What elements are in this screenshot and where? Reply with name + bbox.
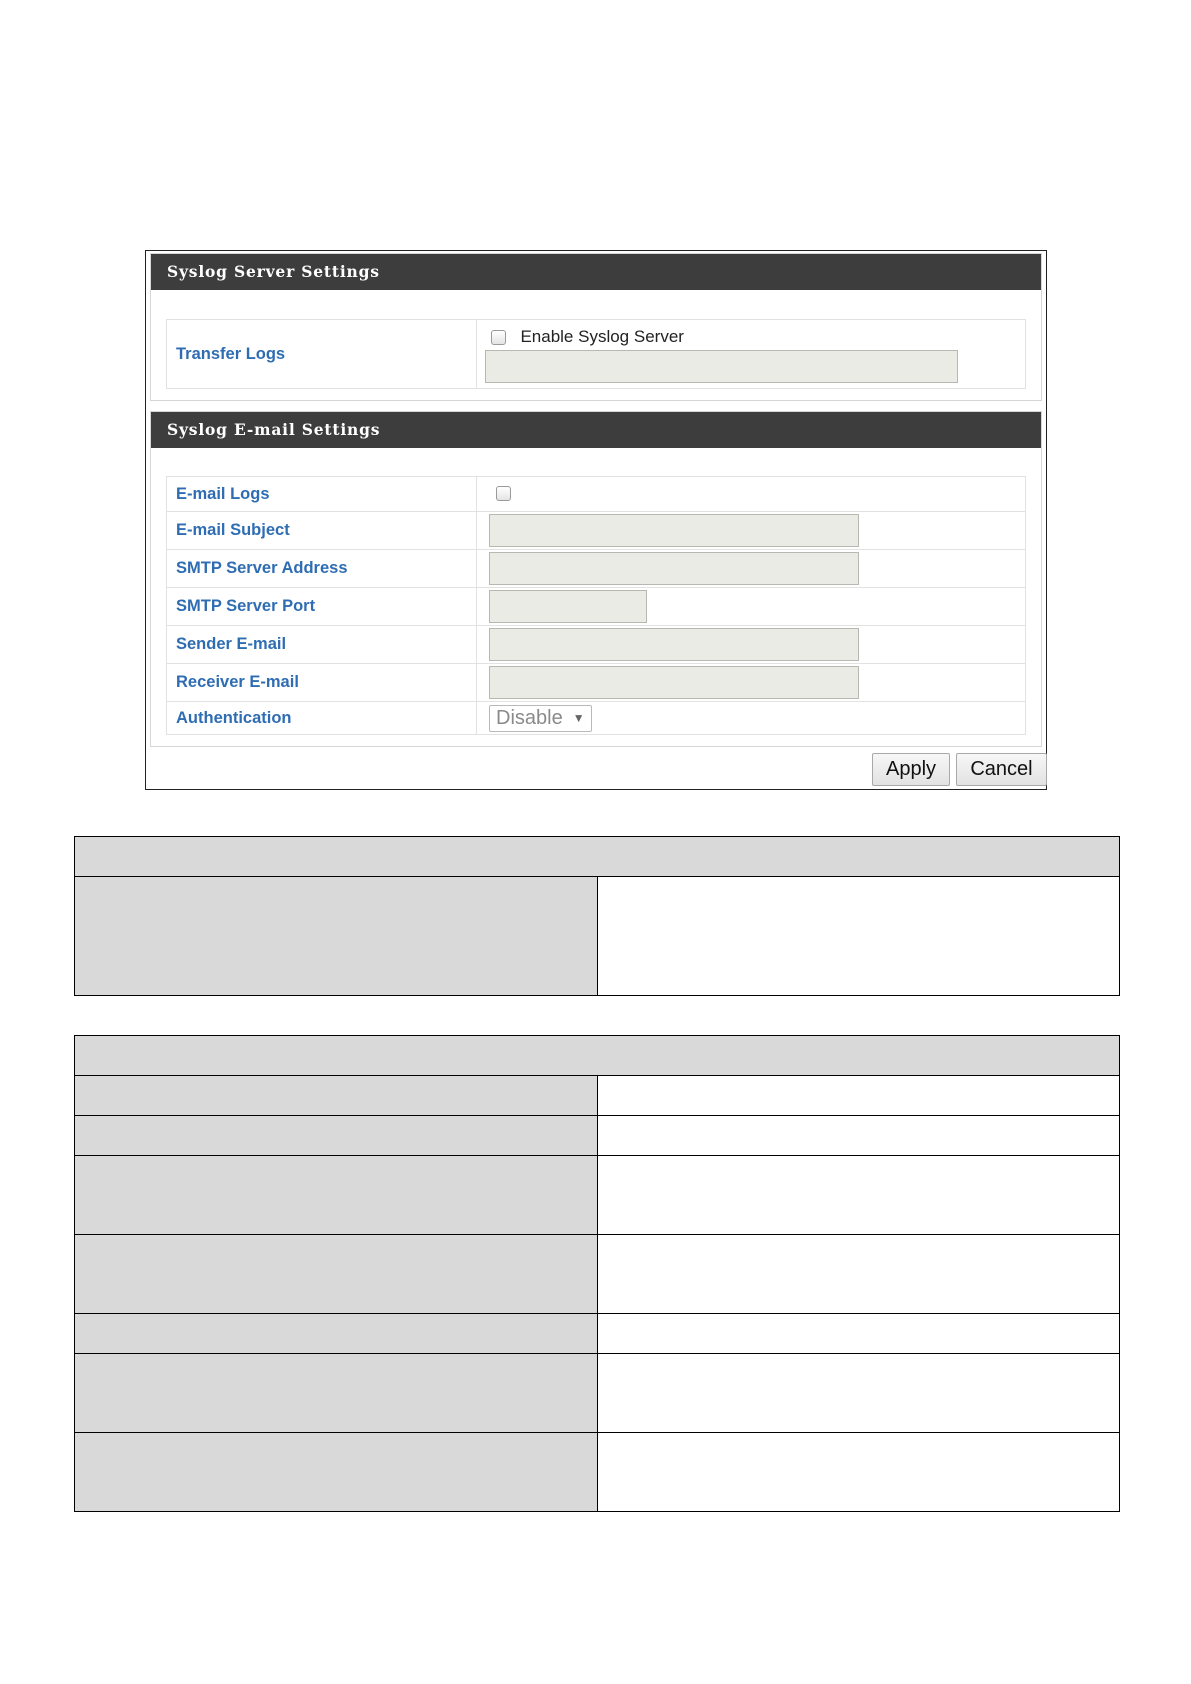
syslog-server-panel bbox=[150, 253, 1042, 401]
email-logs-row bbox=[167, 477, 1026, 512]
cancel-button[interactable]: Cancel bbox=[956, 753, 1047, 786]
smtp-port-label: SMTP Server Port bbox=[167, 588, 477, 626]
enable-syslog-checkbox[interactable] bbox=[491, 330, 506, 345]
sender-email-row bbox=[167, 626, 1026, 664]
apply-button[interactable]: Apply bbox=[872, 753, 950, 786]
syslog-email-table bbox=[166, 476, 1026, 735]
email-logs-checkbox[interactable] bbox=[496, 486, 511, 501]
syslog-email-panel bbox=[150, 411, 1042, 747]
authentication-label: Authentication bbox=[167, 702, 477, 735]
receiver-email-row bbox=[167, 664, 1026, 702]
description-table-1-row bbox=[75, 877, 1120, 996]
smtp-port-input[interactable] bbox=[489, 590, 647, 623]
syslog-server-table bbox=[166, 319, 1026, 389]
smtp-address-input[interactable] bbox=[489, 552, 859, 585]
description-table-2-row bbox=[75, 1433, 1120, 1512]
smtp-address-label: SMTP Server Address bbox=[167, 550, 477, 588]
authentication-row bbox=[167, 702, 1026, 735]
chevron-down-icon: ▼ bbox=[572, 711, 585, 725]
description-table-2-row bbox=[75, 1314, 1120, 1354]
description-table-1 bbox=[74, 836, 1120, 996]
authentication-select[interactable] bbox=[489, 705, 592, 732]
authentication-value: Disable bbox=[496, 706, 563, 729]
description-table-2-row bbox=[75, 1354, 1120, 1433]
sender-email-input[interactable] bbox=[489, 628, 859, 661]
description-table-1-header bbox=[75, 837, 1120, 877]
description-table-2 bbox=[74, 1035, 1120, 1512]
syslog-server-input[interactable] bbox=[485, 350, 958, 383]
receiver-email-input[interactable] bbox=[489, 666, 859, 699]
syslog-email-header: Syslog E-mail Settings bbox=[151, 412, 1041, 448]
transfer-logs-label: Transfer Logs bbox=[167, 320, 477, 389]
syslog-server-header: Syslog Server Settings bbox=[151, 254, 1041, 290]
receiver-email-label: Receiver E-mail bbox=[167, 664, 477, 702]
smtp-address-row bbox=[167, 550, 1026, 588]
sender-email-label: Sender E-mail bbox=[167, 626, 477, 664]
settings-screenshot bbox=[145, 250, 1047, 790]
description-table-2-header bbox=[75, 1036, 1120, 1076]
smtp-port-row bbox=[167, 588, 1026, 626]
transfer-logs-row bbox=[167, 320, 1026, 389]
description-table-2-row bbox=[75, 1076, 1120, 1116]
email-subject-label: E-mail Subject bbox=[167, 512, 477, 550]
email-subject-input[interactable] bbox=[489, 514, 859, 547]
email-subject-row bbox=[167, 512, 1026, 550]
description-table-2-row bbox=[75, 1156, 1120, 1235]
description-table-2-row bbox=[75, 1235, 1120, 1314]
transfer-logs-field bbox=[477, 320, 1026, 389]
description-table-2-row bbox=[75, 1116, 1120, 1156]
enable-syslog-label: Enable Syslog Server bbox=[520, 327, 684, 346]
email-logs-label: E-mail Logs bbox=[167, 477, 477, 512]
